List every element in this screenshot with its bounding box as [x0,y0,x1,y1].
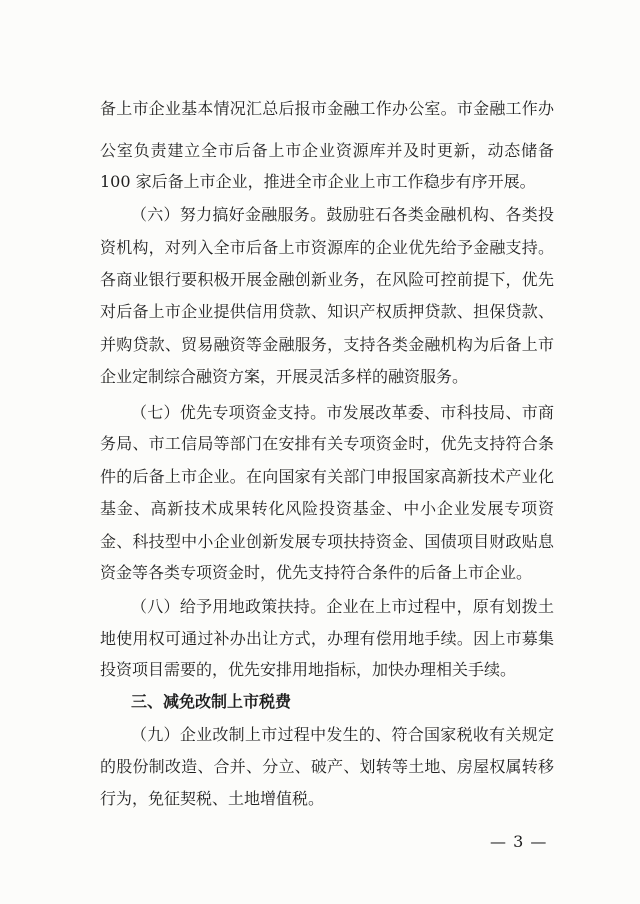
paragraph-line: （六）努力搞好金融服务。鼓励驻石各类金融机构、各类投 [131,205,554,224]
paragraph-line: 件的后备上市企业。在向国家有关部门申报国家高新技术产业化 [100,467,554,486]
paragraph-line: 务局、市工信局等部门在安排有关专项资金时，优先支持符合条 [100,434,554,453]
paragraph-line: 对后备上市企业提供信用贷款、知识产权质押贷款、担保贷款、 [100,302,554,321]
paragraph-line: 基金、高新技术成果转化风险投资基金、中小企业发展专项资 [100,499,554,518]
section-heading: 三、减免改制上市税费 [131,692,292,711]
paragraph-line: 各商业银行要积极开展金融创新业务，在风险可控前提下，优先 [100,270,554,289]
paragraph-line: 备上市企业基本情况汇总后报市金融工作办公室。市金融工作办 [100,99,554,118]
paragraph-line: 公室负责建立全市后备上市企业资源库并及时更新，动态储备 [100,141,554,160]
paragraph-line: 资机构，对列入全市后备上市资源库的企业优先给予金融支持。 [100,238,554,257]
paragraph-line: （九）企业改制上市过程中发生的、符合国家税收有关规定 [131,725,554,744]
paragraph-line: 投资项目需要的，优先安排用地指标，加快办理相关手续。 [100,660,517,679]
paragraph-line: 并购贷款、贸易融资等金融服务，支持各类金融机构为后备上市 [100,335,554,354]
paragraph-line: （七）优先专项资金支持。市发展改革委、市科技局、市商 [131,403,554,422]
paragraph-line: 企业定制综合融资方案，开展灵活多样的融资服务。 [100,367,469,386]
paragraph-line: 100 家后备上市企业，推进全市企业上市工作稳步有序开展。 [100,172,536,191]
paragraph-line: 行为，免征契税、土地增值税。 [100,789,325,808]
paragraph-line: 金、科技型中小企业创新发展专项扶持资金、国债项目财政贴息 [100,532,554,551]
paragraph-line: （八）给予用地政策扶持。企业在上市过程中，原有划拨土 [131,597,554,616]
paragraph-line: 资金等各类专项资金时，优先支持符合条件的后备上市企业。 [100,563,533,582]
paragraph-line: 的股份制改造、合并、分立、破产、划转等土地、房屋权属转移 [100,757,554,776]
page-number: — 3 — [490,832,548,851]
paragraph-line: 地使用权可通过补办出让方式，办理有偿用地手续。因上市募集 [100,629,554,648]
